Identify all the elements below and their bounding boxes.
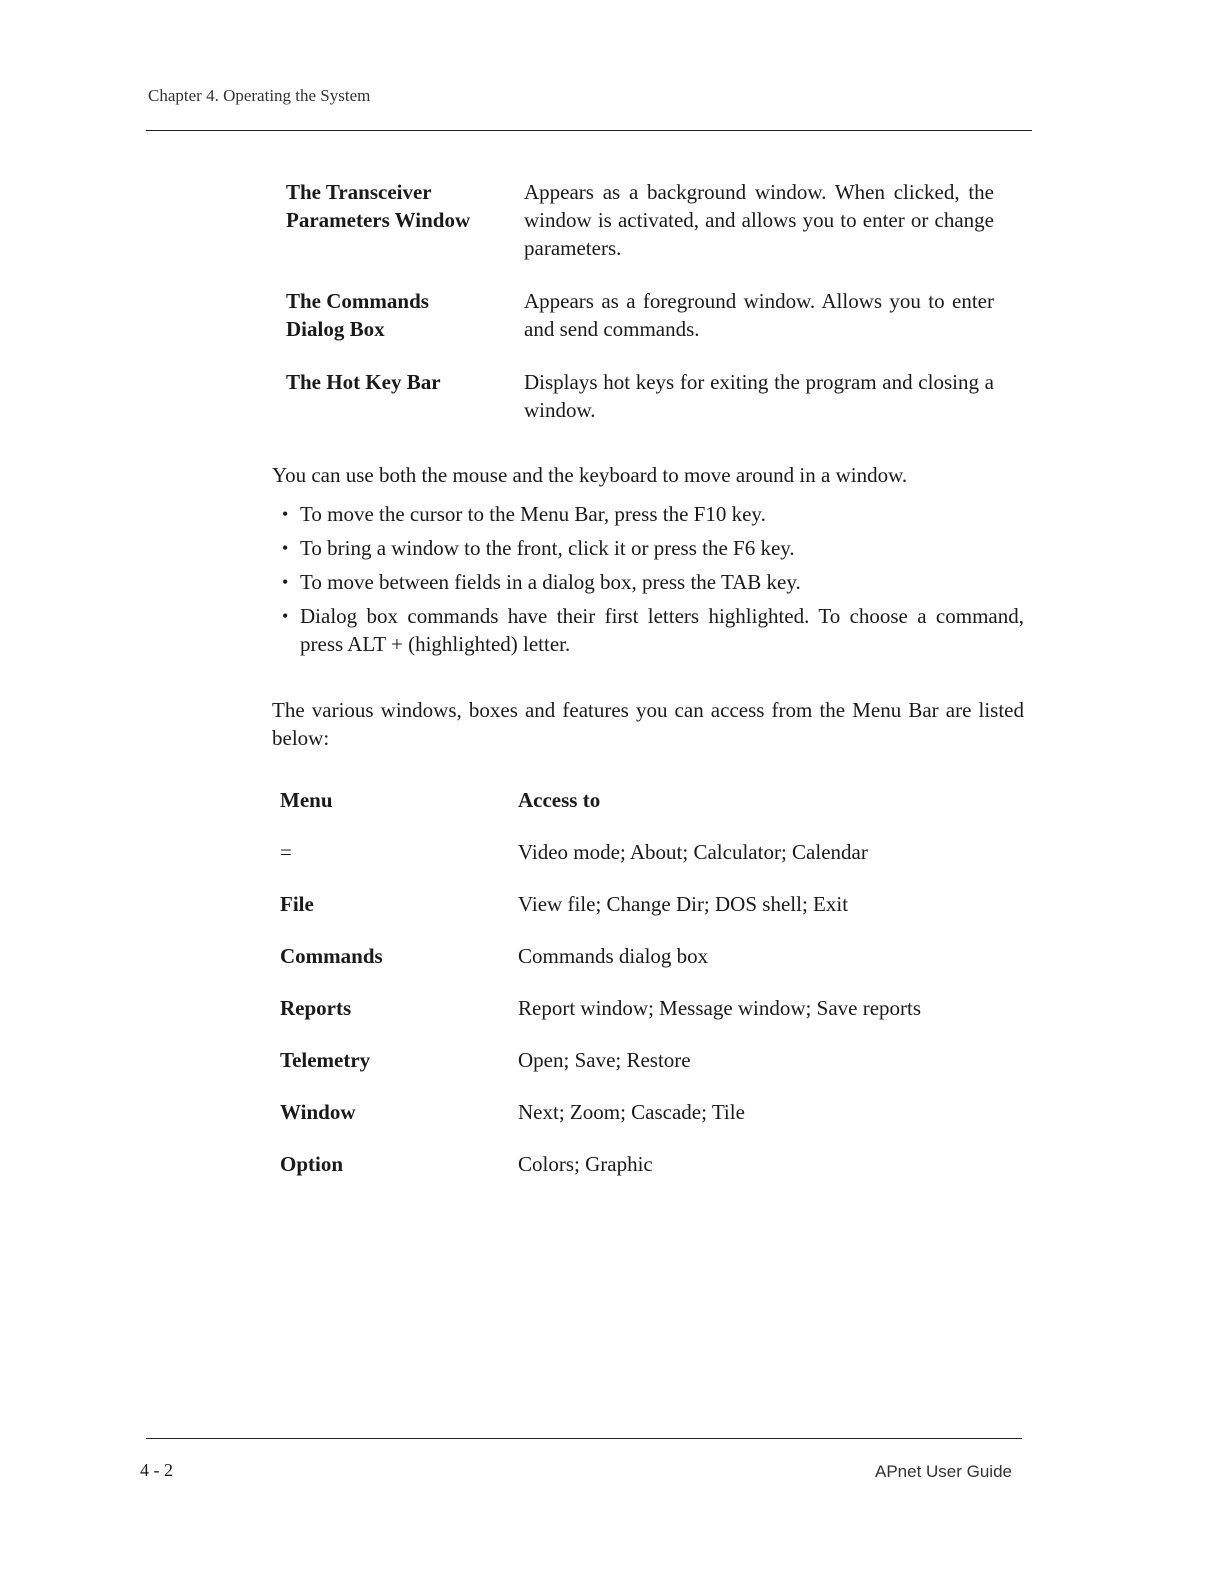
table-row xyxy=(278,1150,1018,1202)
menu-access: Video mode; About; Calculator; Calendar xyxy=(518,840,868,864)
list-item: • Dialog box commands have their first letters highlighted. To choose a command, press ALT + (highlighted) letter. xyxy=(282,604,1024,656)
definition-description: Appears as a foreground window. Allows you to enter and send commands. xyxy=(524,289,994,341)
chapter-header: Chapter 4. Operating the System xyxy=(148,86,371,105)
list-item: • To move between fields in a dialog box, press the TAB key. xyxy=(282,570,801,594)
definition-term: The Transceiver Parameters Window xyxy=(286,180,471,232)
intro-paragraph: You can use both the mouse and the keyboard to move around in a window. xyxy=(272,463,908,487)
table-row xyxy=(278,942,1018,994)
bullet-icon: • xyxy=(282,504,289,524)
table-row xyxy=(278,1046,1018,1098)
bullet-icon: • xyxy=(282,538,289,558)
definition-description: Appears as a background window. When clicked, the window is activated, and allows you to enter or change parameters. xyxy=(524,180,994,260)
menu-access: View file; Change Dir; DOS shell; Exit xyxy=(518,892,849,916)
menu-access: Open; Save; Restore xyxy=(518,1048,691,1072)
menu-access: Next; Zoom; Cascade; Tile xyxy=(518,1100,745,1124)
definition-description: Displays hot keys for exiting the program and closing a window. xyxy=(524,370,994,422)
definition-term: The Commands Dialog Box xyxy=(286,289,429,341)
menu-name: Reports xyxy=(280,996,352,1020)
list-item: • To bring a window to the front, click it or press the F6 key. xyxy=(282,536,795,560)
header-rule xyxy=(146,130,1032,131)
menu-name: Commands xyxy=(280,944,383,968)
bullet-icon: • xyxy=(282,572,289,592)
menu-access: Report window; Message window; Save reports xyxy=(518,996,922,1020)
menu-name: File xyxy=(280,892,314,916)
guide-title: APnet User Guide xyxy=(874,1462,1012,1481)
table-row xyxy=(278,994,1018,1046)
menu-table xyxy=(278,786,1018,1202)
page-number: 4 - 2 xyxy=(140,1460,173,1480)
list-item: • To move the cursor to the Menu Bar, press the F10 key. xyxy=(282,502,766,526)
column-header-access: Access to xyxy=(518,788,601,812)
menu-paragraph: The various windows, boxes and features you can access from the Menu Bar are listed below: xyxy=(272,698,1024,750)
table-row xyxy=(278,1098,1018,1150)
table-header-row xyxy=(278,786,1018,838)
menu-name: = xyxy=(280,840,292,864)
menu-access: Commands dialog box xyxy=(518,944,709,968)
bullet-icon: • xyxy=(282,606,289,626)
menu-name: Telemetry xyxy=(280,1048,371,1072)
menu-access: Colors; Graphic xyxy=(518,1152,653,1176)
definition-term: The Hot Key Bar xyxy=(286,370,441,394)
footer-rule xyxy=(146,1438,1022,1439)
table-row xyxy=(278,838,1018,890)
bullet-list xyxy=(282,500,1024,664)
column-header-menu: Menu xyxy=(280,788,333,812)
table-row xyxy=(278,890,1018,942)
menu-name: Option xyxy=(280,1152,344,1176)
menu-name: Window xyxy=(280,1100,356,1124)
